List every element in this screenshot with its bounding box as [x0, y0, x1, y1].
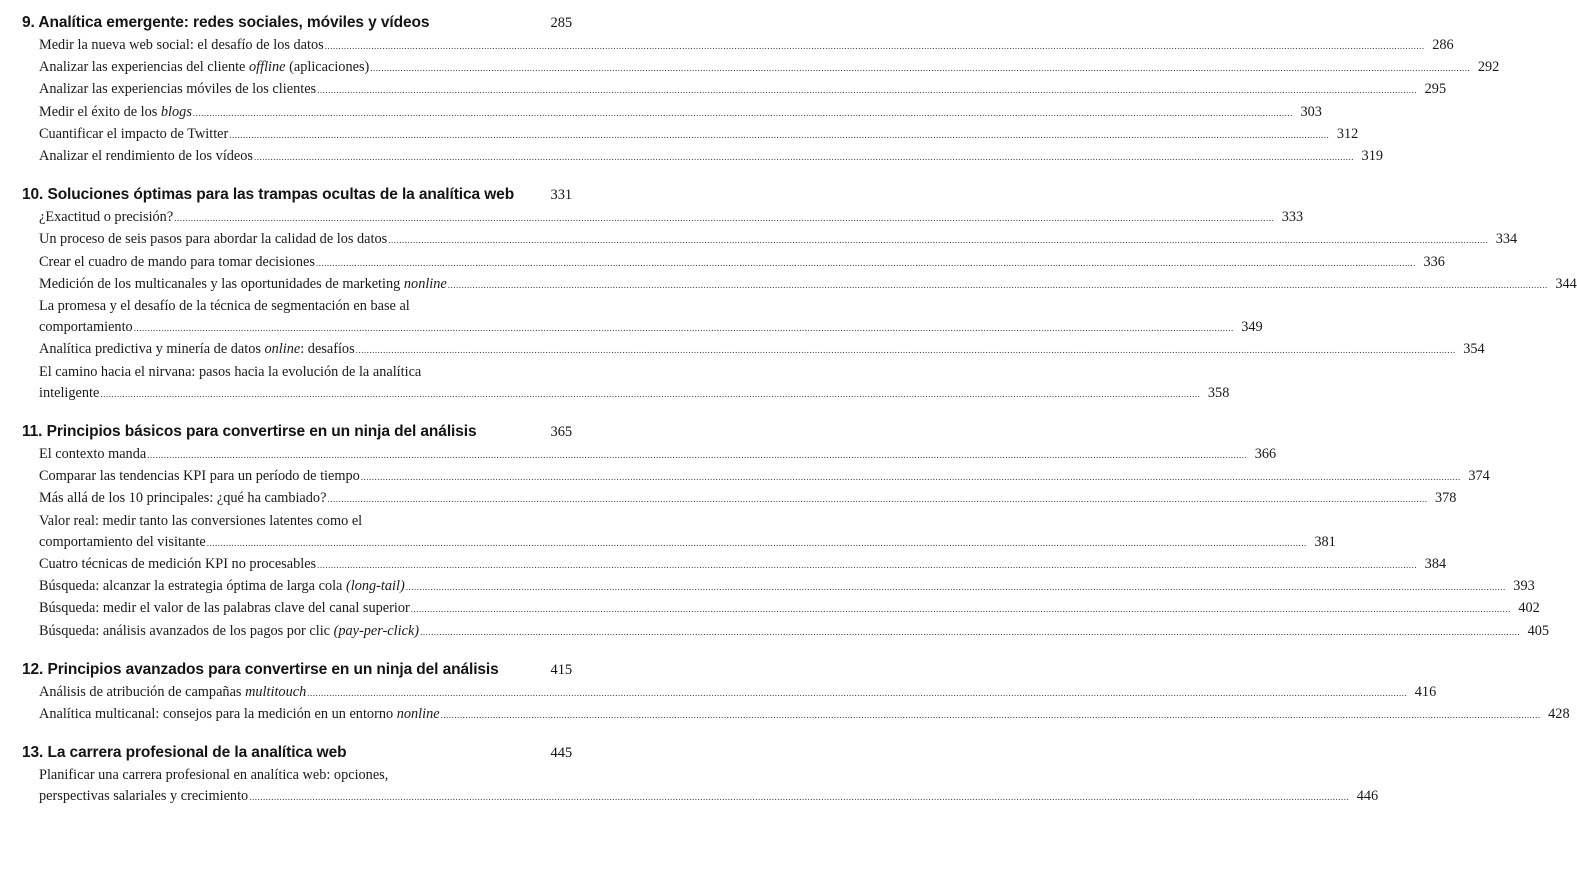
entry-page-number: 344 — [1555, 275, 1577, 292]
entry-title-part: El contexto manda — [39, 446, 147, 463]
entry-page-number: 354 — [1463, 341, 1485, 358]
dot-leader: ................................................................................................................................................................................................................................................................................................................................................................................................................ — [254, 152, 1354, 163]
dot-leader: ................................................................................................................................................................................................................................................................................................................................................................................................................ — [147, 450, 1248, 461]
toc-entry[interactable] — [22, 79, 1447, 101]
entry-title-part: Analizar el rendimiento de los vídeos — [39, 148, 253, 165]
entry-title-part: Un proceso de seis pasos para abordar la calidad de los datos — [39, 231, 388, 248]
dot-leader: ................................................................................................................................................................................................................................................................................................................................................................................................................ — [317, 560, 1418, 571]
chapter-title: 11. Principios básicos para convertirse en un ninja del análisis — [22, 423, 477, 441]
chapter-title: 10. Soluciones óptimas para las trampas ocultas de la analítica web — [22, 186, 515, 204]
dot-leader: ................................................................................................................................................................................................................................................................................................................................................................................................................ — [388, 235, 1489, 246]
entry-title-italic: nonline — [396, 706, 440, 723]
toc-entry[interactable] — [22, 532, 1336, 554]
dot-leader: ................................................................................................................................................................................................................................................................................................................................................................................................................ — [133, 323, 1234, 334]
entry-lead-text: Planificar una carrera profesional en analítica web: opciones, — [39, 767, 389, 784]
entry-title-part: Medición de los multicanales y las oportunidades de marketing — [39, 275, 404, 292]
chapter-page-number: 365 — [550, 424, 572, 441]
entry-page-number: 405 — [1527, 622, 1550, 639]
dot-leader: ................................................................................................................................................................................................................................................................................................................................................................................................................ — [174, 213, 1275, 224]
entry-title-part: Crear el cuadro de mando para tomar decisiones — [39, 253, 315, 270]
dot-leader: ................................................................................................................................................................................................................................................................................................................................................................................................................ — [249, 792, 1350, 803]
dot-leader: ................................................................................................................................................................................................................................................................................................................................................................................................................ — [317, 85, 1418, 96]
entry-page-number: 446 — [1356, 788, 1379, 805]
entry-page-number: 378 — [1434, 490, 1457, 507]
entry-lead-line — [22, 765, 572, 786]
chapter-page-number: 331 — [550, 187, 572, 204]
entry-lead-text: El camino hacia el nirvana: pasos hacia la evolución de la analítica — [39, 363, 422, 380]
toc-entry[interactable] — [22, 317, 1263, 339]
entry-title-part: Analítica predictiva y minería de datos — [39, 341, 265, 358]
entry-title-part: (aplicaciones) — [285, 59, 370, 76]
dot-leader: ................................................................................................................................................................................................................................................................................................................................................................................................................ — [420, 626, 1521, 637]
entry-title-part: Analizar las experiencias móviles de los clientes — [39, 81, 317, 98]
entry-title-italic: nonline — [403, 275, 447, 292]
entry-page-number: 374 — [1468, 468, 1490, 485]
toc-entry[interactable] — [22, 252, 1445, 274]
entry-title — [39, 79, 316, 100]
chapter-heading[interactable] — [22, 14, 572, 32]
entry-title — [39, 576, 405, 597]
entry-title — [39, 383, 99, 404]
dot-leader: ................................................................................................................................................................................................................................................................................................................................................................................................................ — [447, 279, 1548, 290]
toc-entry[interactable] — [22, 57, 1500, 79]
entry-title-part: comportamiento — [39, 319, 133, 336]
entry-title-part: Búsqueda: análisis avanzados de los pagos por clic — [39, 622, 334, 639]
entry-page-number: 402 — [1518, 600, 1540, 617]
entry-title — [39, 207, 173, 228]
dot-leader: ................................................................................................................................................................................................................................................................................................................................................................................................................ — [192, 107, 1293, 118]
chapter-section — [22, 744, 1379, 808]
entry-title-part: Analítica multicanal: consejos para la medición en un entorno — [39, 706, 397, 723]
entry-title-part: Analizar las experiencias del cliente — [39, 59, 249, 76]
dot-leader: ................................................................................................................................................................................................................................................................................................................................................................................................................ — [324, 41, 1425, 51]
entry-title-italic: (pay-per-click) — [333, 622, 420, 639]
entry-page-number: 303 — [1300, 103, 1322, 120]
entry-title-part: Más allá de los 10 principales: ¿qué ha cambiado? — [39, 490, 327, 507]
chapter-title: 9. Analítica emergente: redes sociales, móviles y vídeos — [22, 14, 430, 31]
entry-page-number: 312 — [1336, 125, 1359, 142]
entry-page-number: 336 — [1423, 253, 1445, 270]
chapter-page-number: 445 — [550, 745, 572, 762]
toc-entry[interactable] — [22, 786, 1379, 808]
entry-title-part: Medir la nueva web social: el desafío de los datos — [39, 37, 324, 53]
toc-entry[interactable] — [22, 466, 1490, 488]
entry-title — [39, 274, 447, 295]
toc-entry[interactable] — [22, 444, 1277, 466]
chapter-page-number: 415 — [550, 661, 572, 678]
toc-entry[interactable] — [22, 274, 1577, 296]
dot-leader: ................................................................................................................................................................................................................................................................................................................................................................................................................ — [100, 388, 1201, 399]
entry-page-number: 292 — [1477, 59, 1500, 76]
toc-entry[interactable] — [22, 207, 1304, 229]
entry-title — [39, 786, 248, 807]
chapter-heading[interactable] — [22, 186, 572, 204]
chapter-section — [22, 423, 1550, 643]
chapter-section — [22, 660, 1570, 726]
entry-title — [39, 57, 369, 78]
toc-entry[interactable] — [22, 576, 1535, 598]
entry-title — [39, 124, 228, 145]
entry-title — [39, 146, 253, 167]
dot-leader: ................................................................................................................................................................................................................................................................................................................................................................................................................ — [315, 257, 1416, 268]
toc-entry[interactable] — [22, 383, 1230, 405]
entry-page-number: 334 — [1495, 231, 1518, 248]
entry-lead-text: Valor real: medir tanto las conversiones latentes como el — [39, 512, 363, 529]
entry-lead-line — [22, 362, 572, 383]
entry-page-number: 358 — [1207, 384, 1230, 401]
entry-title — [39, 35, 324, 56]
entry-page-number: 286 — [1432, 37, 1454, 53]
entry-title-part: : desafíos — [300, 341, 355, 358]
chapter-section — [22, 186, 1577, 405]
entry-title-part: comportamiento del visitante — [39, 533, 206, 550]
entry-title-part: perspectivas salariales y crecimiento — [39, 788, 249, 805]
entry-page-number: 393 — [1513, 578, 1535, 595]
toc-entry[interactable] — [22, 124, 1359, 146]
dot-leader: ................................................................................................................................................................................................................................................................................................................................................................................................................ — [405, 582, 1506, 593]
entry-title — [39, 317, 133, 338]
entry-title-italic: offline — [248, 59, 286, 76]
entry-page-number: 416 — [1414, 683, 1437, 700]
entry-page-number: 384 — [1424, 556, 1447, 573]
dot-leader: ................................................................................................................................................................................................................................................................................................................................................................................................................ — [327, 494, 1428, 505]
entry-title — [39, 488, 326, 509]
entry-title-italic: online — [264, 341, 301, 358]
entry-title-part: ¿Exactitud o precisión? — [39, 209, 174, 226]
chapter-heading[interactable] — [22, 744, 572, 762]
chapter-title: 13. La carrera profesional de la analítica web — [22, 744, 347, 762]
entry-title — [39, 621, 419, 642]
entry-title — [39, 444, 146, 465]
entry-title-part: Búsqueda: alcanzar la estrategia óptima de larga cola — [39, 578, 346, 595]
entry-title — [39, 682, 306, 703]
entry-title — [39, 339, 355, 360]
entry-title-part: Análisis de atribución de campañas — [39, 683, 246, 700]
dot-leader: ................................................................................................................................................................................................................................................................................................................................................................................................................ — [355, 345, 1456, 356]
entry-page-number: 428 — [1548, 706, 1570, 723]
dot-leader: ................................................................................................................................................................................................................................................................................................................................................................................................................ — [410, 604, 1511, 615]
entry-title — [39, 252, 315, 273]
entry-title-italic: multitouch — [245, 683, 307, 700]
entry-lead-line — [22, 296, 572, 317]
entry-title-part: Comparar las tendencias KPI para un período de tiempo — [39, 468, 360, 485]
entry-title — [39, 466, 360, 487]
toc-entry[interactable] — [22, 554, 1447, 576]
entry-title-italic: blogs — [160, 103, 192, 120]
entry-title-part: Medir el éxito de los — [39, 103, 161, 120]
entry-title-part: Cuatro técnicas de medición KPI no procesables — [39, 556, 317, 573]
entry-title-italic: (long-tail) — [345, 578, 405, 595]
toc-entry[interactable] — [22, 229, 1518, 251]
entry-title-part: Cuantificar el impacto de Twitter — [39, 125, 229, 142]
entry-title — [39, 532, 206, 553]
entry-page-number: 381 — [1314, 533, 1336, 550]
entry-title — [39, 554, 316, 575]
toc-entry[interactable] — [22, 339, 1485, 361]
chapter-heading[interactable] — [22, 661, 572, 679]
chapter-title: 12. Principios avanzados para convertirse en un ninja del análisis — [22, 660, 499, 678]
entry-page-number: 333 — [1281, 209, 1304, 226]
toc-entry[interactable] — [22, 621, 1550, 643]
entry-title — [39, 102, 192, 123]
chapter-page-number: 285 — [550, 15, 572, 31]
dot-leader: ................................................................................................................................................................................................................................................................................................................................................................................................................ — [307, 687, 1408, 698]
dot-leader: ................................................................................................................................................................................................................................................................................................................................................................................................................ — [370, 63, 1471, 74]
entry-lead-text: La promesa y el desafío de la técnica de segmentación en base al — [39, 298, 410, 315]
toc-entry[interactable] — [22, 35, 1454, 57]
toc-entry[interactable] — [22, 146, 1383, 168]
dot-leader: ................................................................................................................................................................................................................................................................................................................................................................................................................ — [229, 129, 1330, 140]
toc-entry[interactable] — [22, 682, 1437, 704]
dot-leader: ................................................................................................................................................................................................................................................................................................................................................................................................................ — [360, 472, 1461, 483]
entry-title — [39, 598, 410, 619]
chapter-section — [22, 14, 1500, 168]
entry-title-part: inteligente — [39, 384, 100, 401]
entry-page-number: 366 — [1254, 446, 1277, 463]
entry-page-number: 295 — [1424, 81, 1447, 98]
entry-title-part: Búsqueda: medir el valor de las palabras clave del canal superior — [39, 600, 410, 617]
entry-title — [39, 229, 387, 250]
entry-page-number: 349 — [1241, 319, 1263, 336]
chapter-heading[interactable] — [22, 423, 572, 441]
entry-page-number: 319 — [1361, 148, 1383, 165]
entry-title — [39, 704, 440, 725]
toc-entry[interactable] — [22, 598, 1540, 620]
entry-lead-line — [22, 511, 572, 532]
toc-entry[interactable] — [22, 488, 1457, 510]
toc-entry[interactable] — [22, 704, 1570, 726]
dot-leader: ................................................................................................................................................................................................................................................................................................................................................................................................................ — [440, 710, 1541, 721]
toc-entry[interactable] — [22, 102, 1322, 124]
dot-leader: ................................................................................................................................................................................................................................................................................................................................................................................................................ — [206, 537, 1307, 548]
